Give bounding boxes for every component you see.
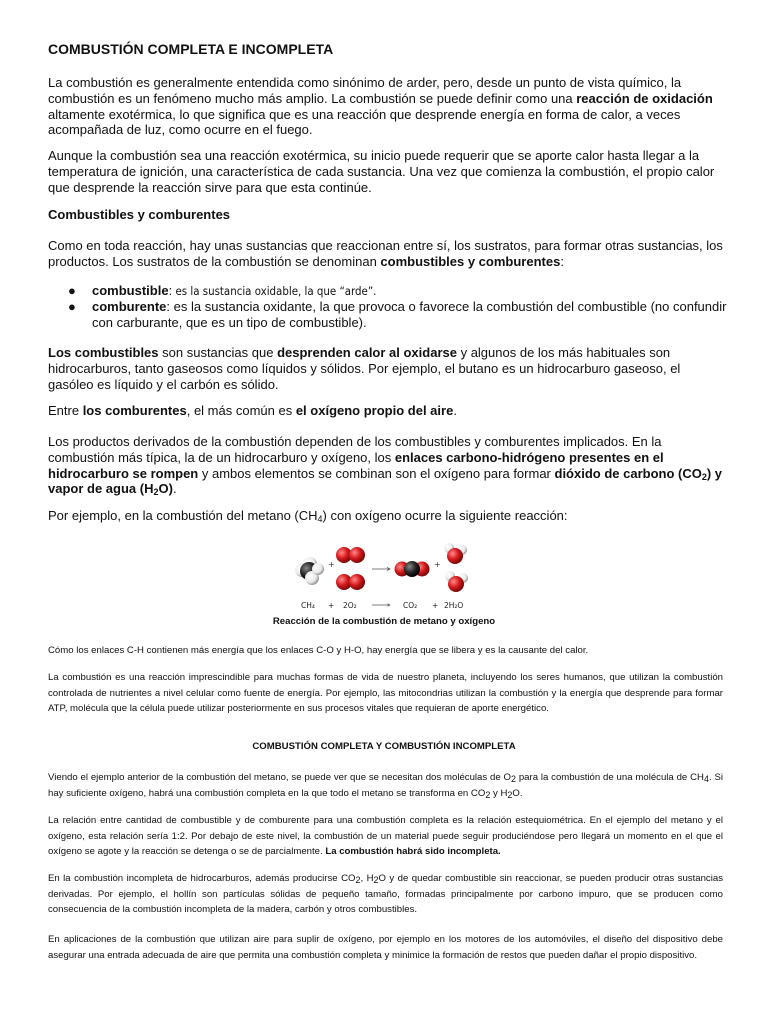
text-span: para la combustión de una molécula de CH	[516, 772, 704, 783]
text-span: Viendo el ejemplo anterior de la combustión del metano, se puede ver que se necesitan dos moléculas de O	[48, 772, 511, 783]
subscript: 2	[507, 789, 513, 800]
section-heading-combustibles: Combustibles y comburentes	[48, 207, 231, 222]
water-molecule-icon	[445, 571, 468, 592]
section-heading-completa-incompleta: COMBUSTIÓN COMPLETA Y COMBUSTIÓN INCOMPLETA	[252, 741, 516, 752]
text-span: altamente exotérmica, lo que significa que es una reacción que desprende energía en forma de calor, a veces acompañada de luz, como ocurre en el fuego.	[48, 106, 681, 138]
paragraph-metano	[48, 770, 723, 801]
bold-span: enlaces carbono-hidrógeno presentes en el hidrocarburo se rompen	[48, 449, 664, 481]
paragraph-productos	[48, 434, 728, 497]
paragraph-enlaces: Cómo los enlaces C-H contienen más energía que los enlaces C-O y H-O, hay energía que se libera y es la causante del calor.	[48, 645, 589, 656]
carbon-dioxide-molecule-icon	[395, 561, 430, 577]
text-span: Los productos derivados de la combustión dependen de los combustibles y comburentes implicados. En la combustión más típica, la de un hidrocarburo y oxígeno, los	[48, 434, 662, 465]
equation-h2o: 2H₂O	[444, 601, 464, 610]
text-span: :	[560, 253, 564, 269]
bold-span: Los combustibles	[48, 345, 159, 360]
text-span: .	[172, 481, 177, 497]
bold-span: combustibles y comburentes	[380, 253, 561, 269]
text-span: En la combustión incompleta de hidrocarburos, además producirse CO	[48, 873, 356, 884]
term: combustible	[92, 283, 169, 298]
water-molecule-icon	[444, 543, 467, 564]
paragraph-estequiometrica	[48, 813, 723, 860]
separator: :	[166, 299, 171, 315]
subscript: 2	[373, 875, 379, 885]
paragraph-sustratos	[48, 238, 728, 270]
oxygen-molecule-icon	[336, 547, 365, 563]
definition: es la sustancia oxidable, la que “arde”.	[172, 284, 377, 298]
text-span: O y de quedar combustible sin reaccionar, se pueden producir otras sustancias derivadas. Por ejemplo, el hollín son partículas sólidas de pequeño tamaño, formadas principalmente por carbono impuro, que se producen como consecuencia de la combustión incompleta de la madera, carbón y otros combustibles.	[48, 873, 723, 916]
subscript: 2	[701, 471, 707, 482]
text-span: , H	[360, 873, 374, 884]
figure-caption: Reacción de la combustión de metano y oxígeno	[272, 616, 496, 627]
paragraph-ejemplo	[48, 508, 728, 524]
equation-plus: +	[432, 601, 439, 610]
text-span: O.	[512, 787, 523, 799]
definition-list	[48, 283, 728, 331]
paragraph-comburentes	[48, 403, 728, 419]
paragraph-vida: La combustión es una reacción imprescindible para muchas formas de vida de nuestro planeta, incluyendo los seres humanos, que utilizan la combustión controlada de nutrientes a nivel celular como fuente de energía. Por ejemplo, las mitocondrias utilizan la combustión y la energía que desprende para formar ATP, molécula que la célula puede utilizar posteriormente en sus procesos vitales que requieran de aporte energético.	[48, 672, 723, 715]
bullet-icon: ●	[68, 299, 76, 315]
plus-sign: +	[328, 560, 335, 569]
subscript: 2	[355, 875, 361, 885]
text-span: La relación entre cantidad de combustible y de comburente para una combustión completa es la relación estequiométrica. En el ejemplo del metano y el oxígeno, esta relación sería 1:2. Por debajo de este nivel, la combustión de un material puede seguir produciéndose pero llegará un momento en el que el oxígeno se agote y la reacción se detenga o se de parcialmente.	[48, 815, 723, 858]
list-item-combustible	[48, 283, 728, 299]
subscript: 4	[703, 774, 709, 784]
separator: :	[168, 283, 173, 298]
subscript: 2	[153, 487, 159, 498]
text-span: , el más común es	[186, 403, 296, 418]
text-span: y algunos de los más habituales son hidrocarburos, tanto gaseosos como líquidos y sólidos. Por ejemplo, el butano es un hidrocarburo gaseoso, el gasóleo es líquido y el carbón es sólido.	[48, 345, 681, 392]
text-span: O)	[158, 481, 173, 497]
subscript: 4	[317, 514, 323, 524]
oxygen-molecule-icon	[336, 574, 365, 590]
text-span: son sustancias que	[158, 345, 278, 360]
paragraph-intro	[48, 75, 728, 138]
text-span: y H	[490, 787, 508, 799]
text-span: ) con oxígeno ocurre la siguiente reacción:	[322, 508, 568, 523]
reaction-diagram	[290, 538, 480, 618]
bold-span: La combustión habrá sido incompleta.	[325, 846, 501, 858]
text-span: Como en toda reacción, hay unas sustancias que reaccionan entre sí, los sustratos, para formar otras sustancias, los productos. Los sustratos de la combustión se denominan	[48, 238, 723, 269]
paragraph-combustibles	[48, 345, 728, 392]
plus-sign: +	[434, 560, 441, 569]
bold-span: desprenden calor al oxidarse	[277, 345, 457, 360]
text-span: Entre	[48, 403, 83, 418]
bold-span: reacción de oxidación	[576, 90, 713, 106]
text-span: .	[453, 403, 457, 418]
text-span: La combustión es generalmente entendida como sinónimo de arder, pero, desde un punto de vista químico, la combustión es un fenómeno mucho más amplio. La combustión se puede definir como una	[48, 75, 682, 106]
equation-co2: CO₂	[403, 601, 418, 610]
paragraph-hollin	[48, 871, 723, 918]
page-title: COMBUSTIÓN COMPLETA E INCOMPLETA	[48, 41, 334, 57]
text-span: . Si hay suficiente oxígeno, habrá una combustión completa en la que todo el metano se transforma en CO	[48, 772, 723, 799]
equation-plus: +	[328, 601, 335, 610]
text-span: ) y vapor de agua (H	[48, 465, 723, 497]
equation-ch4: CH₄	[301, 601, 315, 610]
bullet-icon: ●	[68, 283, 76, 298]
text-span: dióxido de carbono (CO	[554, 465, 702, 481]
text-span: Por ejemplo, en la combustión del metano (CH	[48, 508, 318, 523]
bold-span: los comburentes	[82, 403, 187, 418]
reaction-arrow-icon	[372, 568, 390, 571]
text-span: y ambos elementos se combinan son el oxígeno para formar	[198, 465, 555, 481]
list-item-comburente	[48, 299, 728, 331]
subscript: 2	[510, 774, 516, 784]
paragraph-ignition: Aunque la combustión sea una reacción exotérmica, su inicio puede requerir que se aporte calor hasta llegar a la temperatura de ignición, una característica de cada sustancia. Una vez que comienza la combustión, el propio calor que desprende la reacción sirve para que esta continúe.	[48, 148, 715, 195]
bold-span: el oxígeno propio del aire	[295, 403, 454, 418]
term: comburente	[92, 299, 167, 315]
subscript: 2	[485, 789, 491, 800]
definition: es la sustancia oxidante, la que provoca o favorece la combustión del combustible (no confundir con carburante, que es un tipo de combustible).	[92, 299, 727, 331]
equation-o2: 2O₂	[343, 601, 357, 610]
methane-molecule-icon	[295, 557, 324, 585]
paragraph-motores: En aplicaciones de la combustión que utilizan aire para suplir de oxígeno, por ejemplo en los motores de los automóviles, el diseño del dispositivo debe asegurar una entrada adecuada de aire que permita una combustión completa y minimice la formación de restos que pueden dañar el propio dispositivo.	[48, 934, 723, 961]
